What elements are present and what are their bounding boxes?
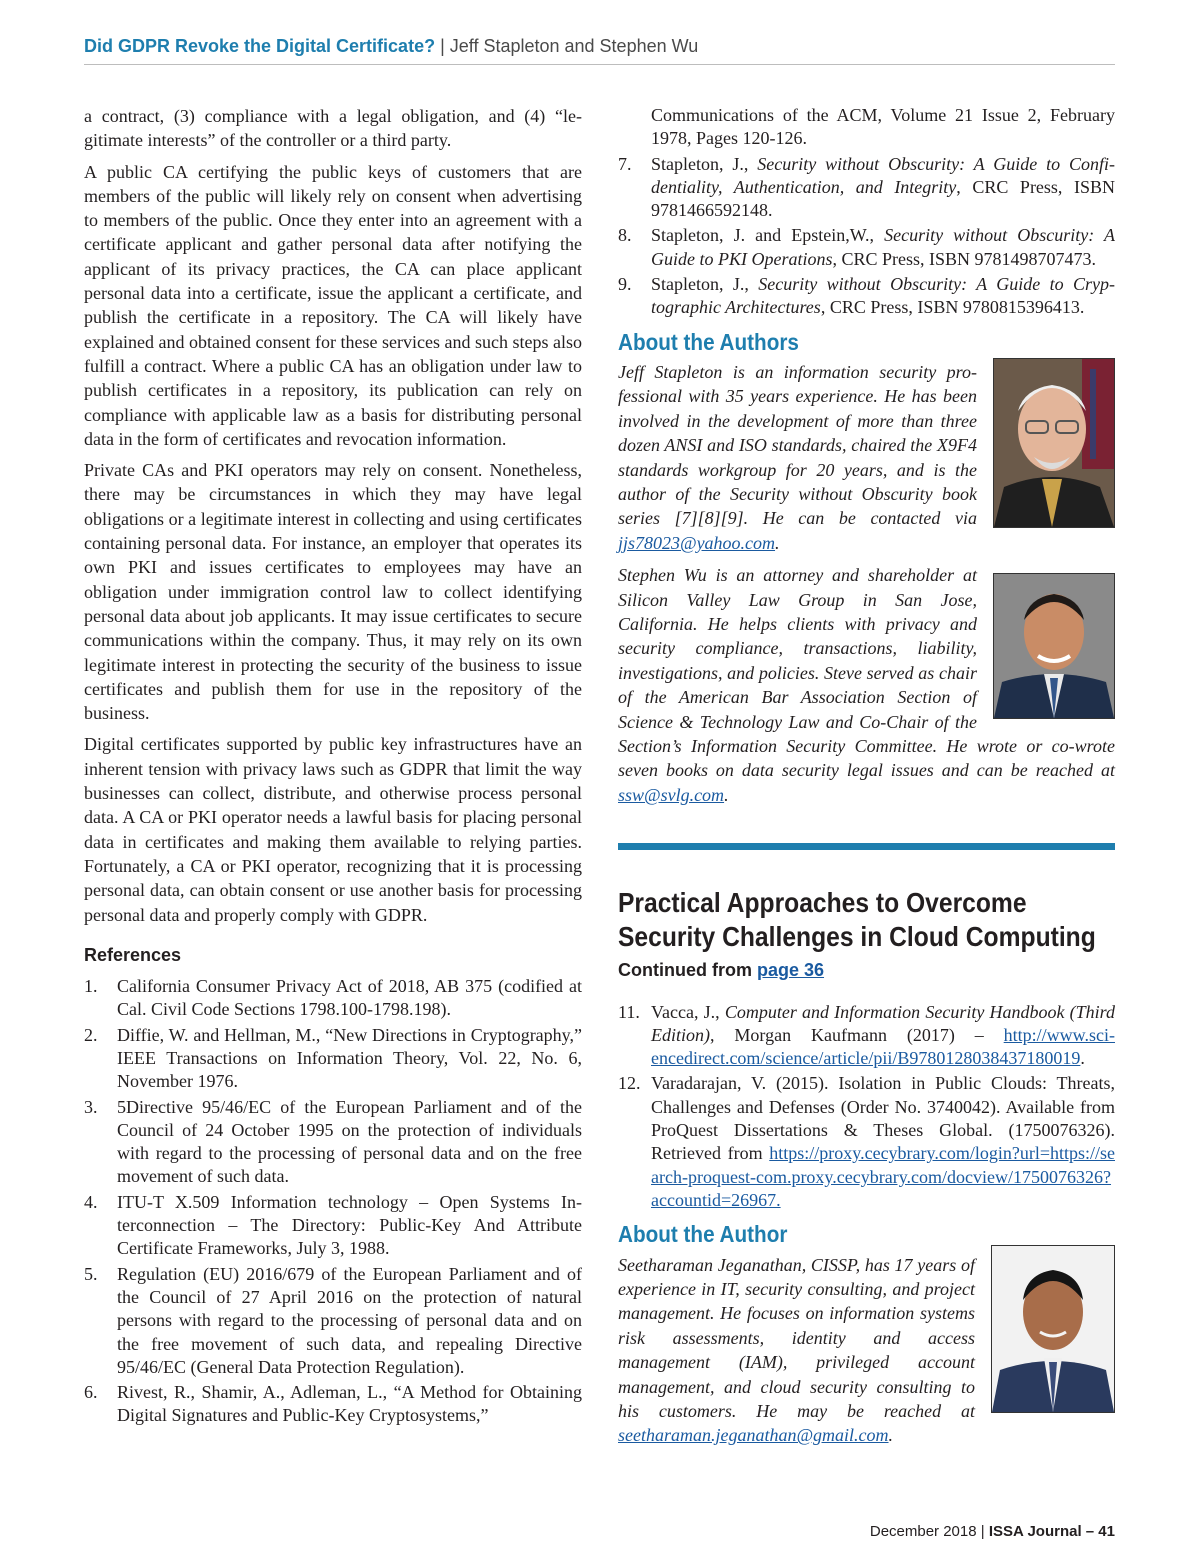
- reference-book-title: Security without Obscurity: A Guide to Cryptographic Architectures: [651, 274, 1115, 318]
- author-photo-wu: [993, 573, 1115, 719]
- reference-text: California Consumer Privacy Act of 2018, AB 375 (codified at Cal. Civil Code Sections 1798.100-1798.198).: [117, 976, 582, 1020]
- reference-number: 11.: [618, 1001, 640, 1022]
- bio-end: .: [888, 1425, 894, 1446]
- email-link[interactable]: jjs78023@yahoo.com: [618, 532, 776, 553]
- footer-separator: |: [976, 1523, 989, 1540]
- bio-end: .: [775, 532, 780, 553]
- about-authors-heading: About the Authors: [618, 328, 799, 355]
- author-photo-stapleton: [993, 358, 1115, 528]
- page-footer: [800, 1523, 1115, 1540]
- bio-body: Seetharaman Jeganathan, CISSP, has 17 years of experience in IT, security consulting, and project management. He focuses on information systems risk assessments, identity and access management (IAM), privileged account management, and cloud security consulting to his customers. He may be reached at: [618, 1254, 975, 1421]
- reference-book-title: Security without Obscurity: A Guide to PKI Operations: [651, 225, 1115, 269]
- reference-item-continued: [618, 104, 1115, 151]
- reference-item: [84, 1096, 582, 1189]
- author-bio-stapleton: [618, 360, 1115, 555]
- reference-text: Varadarajan, V. (2015). Isolation in Public Clouds: Threats, Challenges and Defenses (Order No. 3740042). Available from ProQuest Dissertations & Theses Global. (1750076326). Retrieved from: [651, 1073, 1115, 1164]
- header-separator: |: [435, 36, 450, 56]
- reference-text: , CRC Press, ISBN 9781498707473.: [832, 248, 1097, 269]
- reference-number: 9.: [618, 274, 632, 295]
- reference-text: 5Directive 95/46/EC of the European Parliament and of the Council of 24 October 1995 on the protection of individuals with regard to the processing of personal data and on the free movement of such data.: [117, 1096, 582, 1187]
- reference-text: Stapleton, J.,: [651, 153, 758, 174]
- reference-item: [618, 224, 1115, 271]
- bio-body: Jeff Stapleton is an information security professional with 35 years experience. He has been involved in the development of more than three dozen ANSI and ISO standards, chaired the X9F4 standards workgroup for 20 years, and is the author of the Security without Obscurity book series [7][8][9]. He can be contacted via: [618, 361, 977, 529]
- reference-text: Rivest, R., Shamir, A., Adleman, L., “A Method for Obtaining Digital Signatures and Public-Key Cryptosystems,”: [117, 1382, 582, 1426]
- body-paragraph: Digital certificates supported by public key infrastructures have an inherent tension with privacy laws such as GDPR that limit the way businesses can collect, distribute, and otherwise process personal data. A CA or PKI operator needs a lawful basis for placing personal data in certificates and making them available to relying parties. Fortunately, a CA or PKI operator, recognizing that it is processing personal data, can obtain consent or use another basis for processing personal data and properly comply with GDPR.: [84, 734, 582, 925]
- author-bio-jeganathan: [618, 1253, 1115, 1448]
- running-header: [84, 34, 1115, 58]
- author-bio-wu: [618, 563, 1115, 807]
- reference-number: 6.: [84, 1382, 98, 1403]
- reference-text: ITU-T X.509 Information technology – Open Systems Interconnection – The Directory: Public-Key And Attribute Certificate Frameworks, July 3, 1988.: [117, 1191, 582, 1259]
- reference-item: [618, 1001, 1115, 1071]
- reference-number: 8.: [618, 225, 632, 246]
- reference-number: 4.: [84, 1191, 98, 1212]
- body-paragraph: a contract, (3) compliance with a legal obligation, and (4) “legitimate interests” of the controller or a third party.: [84, 106, 582, 151]
- reference-text: , Morgan Kaufmann (2017) –: [710, 1024, 1004, 1045]
- header-authors: Jeff Stapleton and Stephen Wu: [449, 36, 699, 56]
- header-article-title: Did GDPR Revoke the Digital Certificate?: [84, 36, 436, 56]
- reference-text: , CRC Press, ISBN 9781466592148.: [651, 176, 1116, 221]
- article-references: [618, 1001, 1115, 1213]
- body-paragraph: Private CAs and PKI operators may rely on consent. Nonetheless, there may be circumstances in which they may have legal obligations or a legitimate interest in collecting and using certificates containing personal data. For instance, an employer that operates its own PKI and issues certificates to employees may have an obligation under immigration control law to collect identifying personal data about job applicants. It may issue certificates to secure communications within the company. Thus, it may rely on its own legitimate interest in protecting the security of the business to issue certificates and publish them for use in the repository of the business.: [84, 460, 582, 724]
- reference-book-title: Computer and Information Security Handbook (Third Edition): [651, 1001, 1116, 1045]
- references-list-continued: [618, 104, 1115, 320]
- reference-text: Communications of the ACM, Volume 21 Issue 2, February 1978, Pages 120-126.: [651, 105, 1115, 149]
- reference-item: [618, 153, 1115, 223]
- portrait-image: [994, 574, 1114, 718]
- reference-text: , CRC Press, ISBN 9780815396413.: [820, 297, 1085, 318]
- body-paragraph: A public CA certifying the public keys of customers that are members of the public will likely rely on consent when advertising to members of the public. Once they enter into an agreement with a certificate applicant and gather personal data after notifying the applicant of its privacy practices, the CA can place applicant personal data into a certificate, issue the applicant a certificate, and publish the certificate in a repository. The CA will likely have explained and obtained consent for these services and such steps also fulfill a contract. Where a public CA has an obligation under law to publish certificates in a repository, its publication can rely on compliance with applicable law as a basis for distributing personal data in the form of certificates and revocation information.: [84, 161, 582, 449]
- reference-number: 1.: [84, 976, 98, 997]
- references-heading: References: [84, 944, 182, 965]
- right-column: [618, 104, 1115, 1448]
- section-divider: [618, 843, 1115, 850]
- reference-text: Vacca, J.,: [651, 1001, 725, 1022]
- bio-body: Stephen Wu is an attorney and shareholder at Silicon Valley Law Group in San Jose, California. He helps clients with privacy and security compliance, transactions, liability, investigations, and policies. Steve served as chair of the American Bar Association Section of Science & Technology Law and Co-Chair of the Section’s Information Security Committee. He wrote or co-wrote seven books on data security legal issues and can be reached at: [618, 565, 1115, 781]
- footer-journal: ISSA Journal – 41: [988, 1523, 1115, 1540]
- reference-number: 7.: [618, 153, 632, 174]
- continued-page-link[interactable]: page 36: [756, 960, 825, 981]
- email-link[interactable]: ssw@svlg.com: [618, 784, 725, 805]
- reference-number: 12.: [618, 1073, 641, 1094]
- references-list: [84, 975, 582, 1428]
- reference-item: [84, 1024, 582, 1094]
- continued-note: [618, 958, 1115, 982]
- reference-text: Diffie, W. and Hellman, M., “New Directions in Cryptography,” IEEE Transactions on Information Theory, Vol. 22, No. 6, November 1976.: [117, 1024, 582, 1092]
- reference-item: [618, 1072, 1115, 1212]
- reference-item: [84, 1263, 582, 1379]
- reference-number: 5.: [84, 1263, 98, 1284]
- reference-url-link[interactable]: https://proxy.cecybrary.com/login?url=https://search-proquest-com.proxy.cecybrary.com/docview/1750076326?accountid=26967.: [651, 1143, 1115, 1210]
- article-title: Practical Approaches to Overcome Security Challenges in Cloud Computing: [618, 887, 1096, 953]
- author-photo-jeganathan: [991, 1245, 1115, 1413]
- reference-text: Regulation (EU) 2016/679 of the European Parliament and of the Council of 27 April 2016 on the protection of natural persons with regard to the processing of personal data and on the free movement of such data, and repealing Directive 95/46/EC (General Data Protection Regulation).: [117, 1263, 582, 1377]
- reference-url-link[interactable]: http://www.sciencedirect.com/science/article/pii/B9780128038437180019: [651, 1024, 1115, 1069]
- reference-text: Stapleton, J. and Epstein,W.,: [651, 225, 885, 246]
- continued-label: Continued from: [618, 960, 757, 981]
- bio-end: .: [724, 784, 729, 805]
- footer-date: December 2018: [869, 1523, 977, 1540]
- reference-end: .: [1080, 1048, 1085, 1069]
- reference-item: [84, 1191, 582, 1261]
- email-link[interactable]: seetharaman.jeganathan@gmail.com: [618, 1425, 889, 1446]
- header-rule: [84, 64, 1115, 65]
- reference-item: [618, 273, 1115, 320]
- reference-item: [84, 1381, 582, 1428]
- portrait-image: [992, 1246, 1114, 1412]
- reference-text: Stapleton, J.,: [651, 274, 759, 295]
- reference-book-title: Security without Obscurity: A Guide to Confidentiality, Authentication, and Integrity: [651, 153, 1115, 197]
- reference-number: 2.: [84, 1024, 98, 1045]
- left-column: [84, 104, 582, 1430]
- reference-number: 3.: [84, 1096, 98, 1117]
- reference-item: [84, 975, 582, 1022]
- about-author-heading: About the Author: [618, 1221, 788, 1248]
- portrait-image: [994, 359, 1114, 527]
